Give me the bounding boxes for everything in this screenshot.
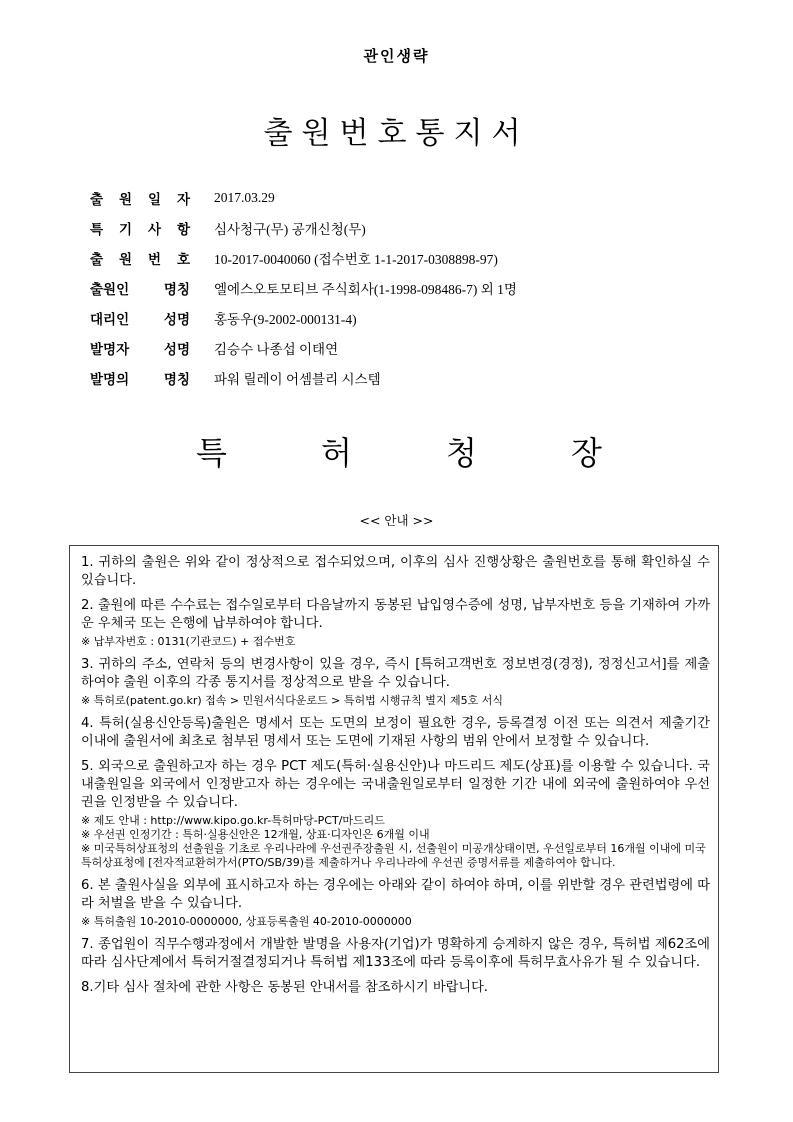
agency-char: 장 bbox=[571, 434, 602, 472]
field-row bbox=[90, 333, 730, 363]
field-value: 엘에스오토모티브 주식회사(1-1998-098486-7) 외 1명 bbox=[214, 282, 517, 297]
field-row bbox=[90, 303, 730, 333]
field-value: 10-2017-0040060 (접수번호 1-1-2017-0308898-97) bbox=[214, 252, 498, 267]
field-value: 심사청구(무) 공개신청(무) bbox=[214, 222, 366, 237]
field-row bbox=[90, 243, 730, 273]
notice-text: 8.기타 심사 절차에 관한 사항은 동봉된 안내서를 참조하시기 바랍니다. bbox=[81, 980, 489, 995]
field-label: 발명의 명칭 bbox=[90, 372, 190, 388]
agency-char: 특 bbox=[196, 434, 227, 472]
notice-item bbox=[81, 656, 710, 708]
notice-text: 1. 귀하의 출원은 위와 같이 정상적으로 접수되었으며, 이후의 심사 진행상황은 출원번호를 통해 확인하실 수 있습니다. bbox=[81, 555, 710, 588]
notice-item bbox=[81, 554, 710, 590]
application-fields bbox=[90, 183, 730, 393]
field-value: 홍동우(9-2002-000131-4) bbox=[214, 312, 357, 327]
field-row bbox=[90, 213, 730, 243]
field-label: 대리인 성명 bbox=[90, 312, 190, 328]
notice-item bbox=[81, 877, 710, 929]
notice-subnote: ※ 특허출원 10-2010-0000000, 상표등록출원 40-2010-0000000 bbox=[81, 915, 412, 928]
agency-char: 허 bbox=[321, 434, 352, 472]
field-value: 2017.03.29 bbox=[214, 190, 275, 205]
notice-item bbox=[81, 758, 710, 870]
guide-heading: << 안내 >> bbox=[359, 513, 434, 528]
notice-text: 2. 출원에 따른 수수료는 접수일로부터 다음날까지 동봉된 납입영수증에 성명, 납부자번호 등을 기재하여 가까운 우체국 또는 은행에 납부하여야 합니다. bbox=[81, 598, 710, 631]
notice-subnote: ※ 납부자번호 : 0131(기관코드) + 접수번호 bbox=[81, 635, 296, 648]
notice-item bbox=[81, 936, 710, 972]
field-label: 출 원 번 호 bbox=[90, 252, 190, 268]
field-label: 출 원 일 자 bbox=[90, 192, 190, 208]
notice-subnote: ※ 특허로(patent.go.kr) 접속 > 민원서식다운로드 > 특허법 시행규칙 별지 제5호 서식 bbox=[81, 694, 503, 707]
field-label: 출원인 명칭 bbox=[90, 282, 190, 298]
notice-item bbox=[81, 597, 710, 649]
field-row bbox=[90, 273, 730, 303]
notice-text: 5. 외국으로 출원하고자 하는 경우 PCT 제도(특허·실용신안)나 마드리드 제도(상표)를 이용할 수 있습니다. 국내출원일을 외국에서 인정받고자 하는 경우에는 국내출원일로부터 일정한 기간 내에 외국에 출원하여야 우선권을 인정받을 수 있습니다. bbox=[81, 759, 710, 810]
notice-subnote: ※ 미국특허상표청의 선출원을 기초로 우리나라에 우선권주장출원 시, 선출원이 미공개상태이면, 우선일로부터 16개월 이내에 미국특허상표청에 [전자적교환허가서(PTO/SB/39)를 제출하거나 우리나라에 우선권 증명서류를 제출하여야 합니다. bbox=[81, 842, 706, 869]
field-value: 파워 릴레이 어셈블리 시스템 bbox=[214, 372, 381, 387]
notice-text: 6. 본 출원사실을 외부에 표시하고자 하는 경우에는 아래와 같이 하여야 하며, 이를 위반할 경우 관련법령에 따라 처벌을 받을 수 있습니다. bbox=[81, 878, 710, 911]
issuing-agency bbox=[196, 428, 602, 474]
field-value: 김승수 나종섭 이태연 bbox=[214, 342, 339, 357]
notice-subnote: ※ 제도 안내 : http://www.kipo.go.kr-특허마당-PCT/마드리드 bbox=[81, 814, 385, 827]
field-label: 특 기 사 항 bbox=[90, 222, 190, 238]
notice-text: 7. 종업원이 직무수행과정에서 개발한 발명을 사용자(기업)가 명확하게 승계하지 않은 경우, 특허법 제62조에 따라 심사단계에서 특허거절결정되거나 특허법 제133조에 따라 등록이후에 특허무효사유가 될 수 있습니다. bbox=[81, 937, 710, 970]
notice-item bbox=[81, 979, 710, 997]
notice-item bbox=[81, 715, 710, 751]
agency-char: 청 bbox=[446, 434, 477, 472]
field-row bbox=[90, 363, 730, 393]
notice-box bbox=[69, 545, 719, 1073]
notice-subnote: ※ 우선권 인정기간 : 특허·실용신안은 12개월, 상표·디자인은 6개월 이내 bbox=[81, 828, 430, 841]
notice-text: 4. 특허(실용신안등록)출원은 명세서 또는 도면의 보정이 필요한 경우, 등록결정 이전 또는 의견서 제출기간 이내에 출원서에 최초로 첨부된 명세서 또는 도면에 기재된 사항의 범위 안에서 보정할 수 있습니다. bbox=[81, 716, 710, 749]
notice-text: 3. 귀하의 주소, 연락처 등의 변경사항이 있을 경우, 즉시 [특허고객번호 정보변경(경정), 정정신고서]를 제출하여야 출원 이후의 각종 통지서를 정상적으로 받을 수 있습니다. bbox=[81, 657, 710, 690]
header-note: 관인생략 bbox=[363, 47, 430, 65]
field-row bbox=[90, 183, 730, 213]
document-title: 출원번호통지서 bbox=[263, 116, 530, 151]
field-label: 발명자 성명 bbox=[90, 342, 190, 358]
